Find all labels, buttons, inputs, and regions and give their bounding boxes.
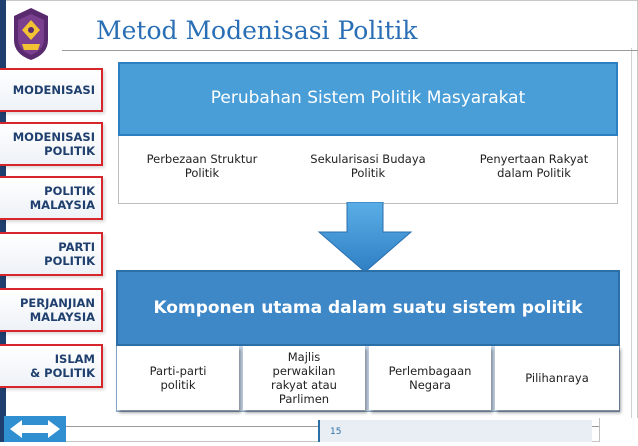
bottom-item-line: Negara xyxy=(409,378,451,392)
sidebar-item-label: MALAYSIA xyxy=(29,198,95,212)
sidebar-item-perjanjian-malaysia[interactable] xyxy=(0,288,103,332)
top-header-panel xyxy=(118,62,618,136)
sidebar-item-label: POLITIK xyxy=(44,254,95,268)
sidebar-item-modenisasi-politik[interactable] xyxy=(0,122,103,166)
bottom-item xyxy=(369,346,491,410)
bottom-item-line: Pilihanraya xyxy=(525,371,589,385)
bottom-item-line: perwakilan xyxy=(272,364,336,378)
sidebar-item-label: MODENISASI xyxy=(12,130,95,144)
bottom-item-line: politik xyxy=(160,378,196,392)
top-items-row xyxy=(118,136,618,204)
top-item xyxy=(119,136,285,203)
sidebar-item-label: ISLAM xyxy=(54,352,95,366)
left-right-arrow-icon xyxy=(4,416,66,442)
sidebar-item-parti-politik[interactable] xyxy=(0,232,103,276)
bottom-item xyxy=(495,346,619,410)
top-item-line: Penyertaan Rakyat xyxy=(479,152,589,166)
top-item-line: Sekularisasi Budaya xyxy=(310,152,426,166)
bottom-item xyxy=(117,346,239,410)
title-divider xyxy=(62,50,638,51)
top-item xyxy=(451,136,617,203)
bottom-header-panel xyxy=(116,270,620,346)
bottom-item xyxy=(243,346,365,410)
sidebar-item-label: PARTI xyxy=(58,240,95,254)
sidebar-item-label: MODENISASI xyxy=(12,83,95,97)
bottom-item-line: Parti-parti xyxy=(149,364,207,378)
bottom-item-line: rakyat atau xyxy=(271,378,337,392)
sidebar-item-label: PERJANJIAN xyxy=(19,296,95,310)
top-item-line: Perbezaan Struktur xyxy=(146,152,258,166)
sidebar-item-label: POLITIK xyxy=(44,144,95,158)
top-item-line: dalam Politik xyxy=(497,166,571,180)
sidebar-item-label: POLITIK xyxy=(44,184,95,198)
sidebar-item-modenisasi[interactable] xyxy=(0,68,103,112)
corner-box xyxy=(599,418,638,442)
top-item-line: Politik xyxy=(350,166,386,180)
right-divider xyxy=(631,48,632,442)
page-title: Metod Modenisasi Politik xyxy=(96,16,418,45)
down-arrow-icon xyxy=(317,202,413,274)
bottom-panel-title: Komponen utama dalam suatu sistem politik xyxy=(153,298,583,318)
page-number: 15 xyxy=(318,420,592,442)
sidebar-item-politik-malaysia[interactable] xyxy=(0,176,103,220)
nav-button[interactable] xyxy=(4,416,66,442)
sidebar-item-islam-politik[interactable] xyxy=(0,344,103,388)
sidebar-item-label: & POLITIK xyxy=(30,366,95,380)
top-item-line: Politik xyxy=(184,166,220,180)
university-logo xyxy=(10,6,52,62)
bottom-items-row xyxy=(116,346,620,412)
top-item xyxy=(285,136,451,203)
top-panel-title: Perubahan Sistem Politik Masyarakat xyxy=(210,88,526,108)
bottom-item-line: Majlis xyxy=(287,350,321,364)
bottom-item-line: Parlimen xyxy=(278,392,330,406)
sidebar-item-label: MALAYSIA xyxy=(29,310,95,324)
bottom-item-line: Perlembagaan xyxy=(388,364,472,378)
